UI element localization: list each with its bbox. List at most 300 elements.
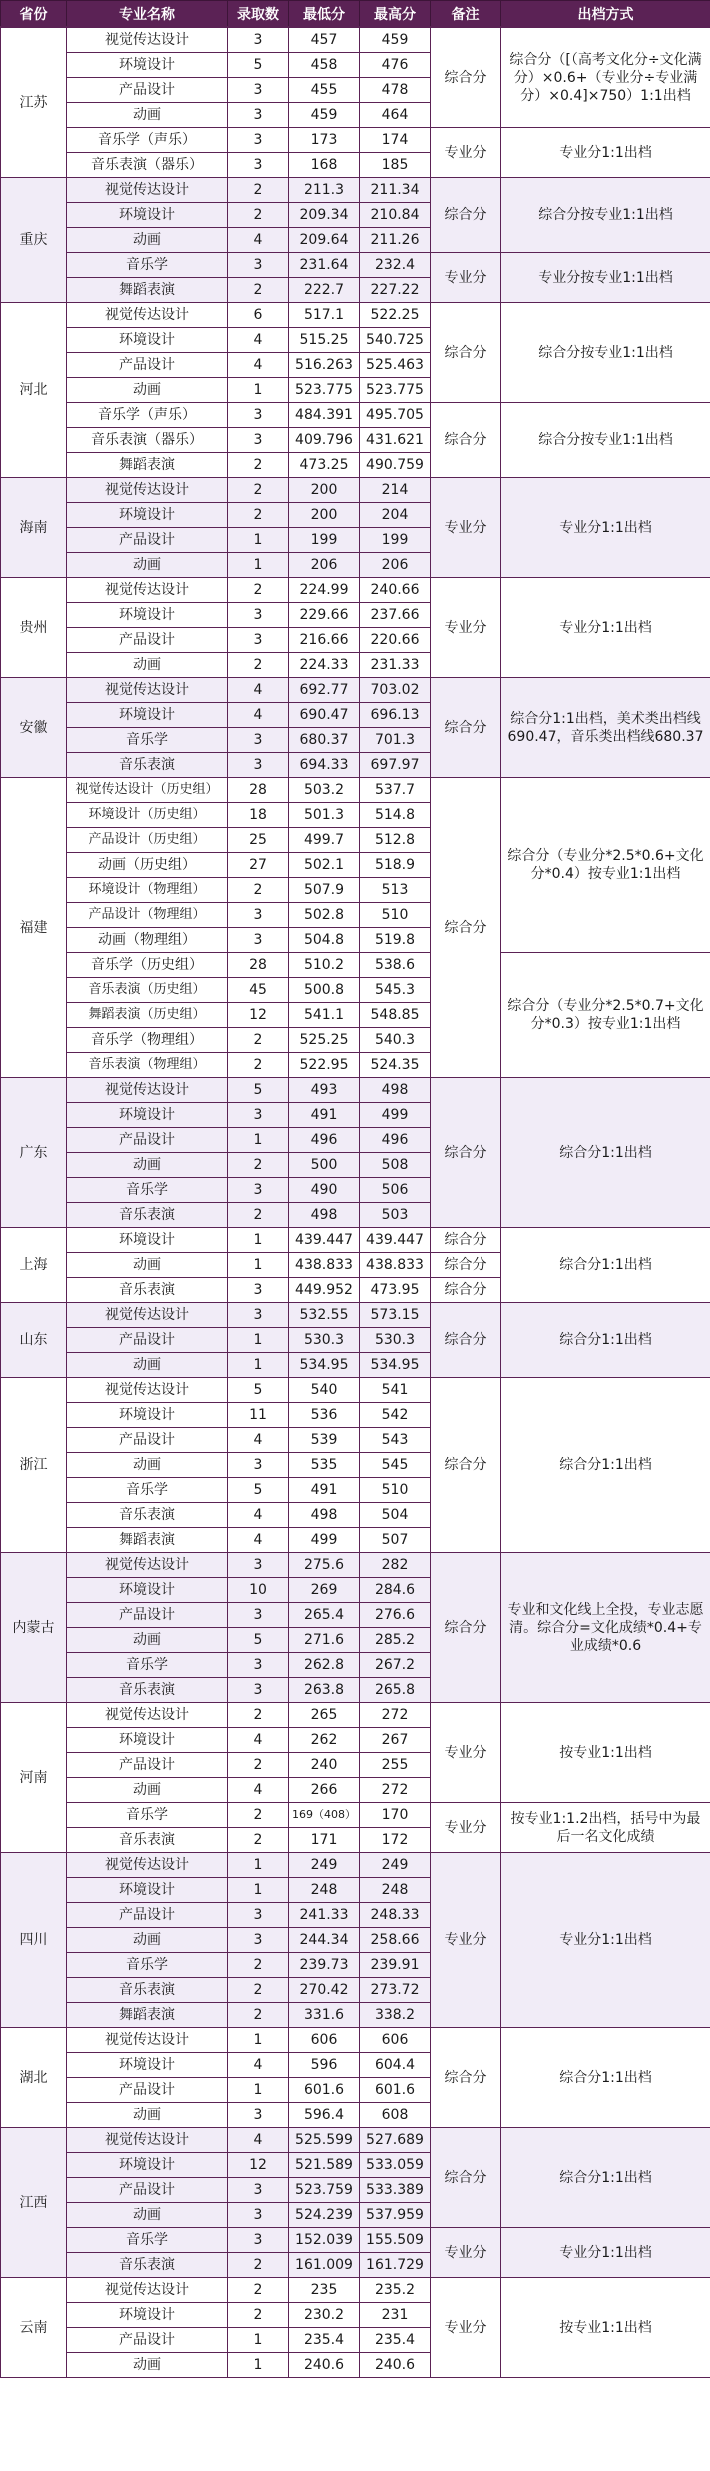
header-admitted-count: 录取数 [228, 1, 289, 28]
max-score-cell: 237.66 [360, 603, 431, 628]
major-cell: 环境设计 [67, 1103, 228, 1128]
max-score-cell: 231 [360, 2303, 431, 2328]
method-cell: 综合分（专业分*2.5*0.6+文化分*0.4）按专业1:1出档 [501, 778, 710, 953]
admitted-count-cell: 5 [228, 1478, 289, 1503]
max-score-cell: 506 [360, 1178, 431, 1203]
min-score-cell: 502.1 [289, 853, 360, 878]
note-cell: 专业分 [431, 2228, 501, 2278]
note-cell: 综合分 [431, 1253, 501, 1278]
major-cell: 视觉传达设计 [67, 2028, 228, 2053]
province-cell: 江苏 [1, 27, 67, 178]
table-row [1, 2278, 710, 2303]
header-major: 专业名称 [67, 1, 228, 28]
method-cell: 专业分按专业1:1出档 [501, 253, 710, 303]
min-score-cell: 535 [289, 1453, 360, 1478]
max-score-cell: 522.25 [360, 303, 431, 328]
max-score-cell: 239.91 [360, 1953, 431, 1978]
min-score-cell: 503.2 [289, 778, 360, 803]
method-cell: 综合分1:1出档 [501, 2028, 710, 2128]
table-row [1, 303, 710, 328]
major-cell: 动画 [67, 2103, 228, 2128]
major-cell: 产品设计 [67, 1753, 228, 1778]
major-cell: 音乐学 [67, 1953, 228, 1978]
max-score-cell: 438.833 [360, 1253, 431, 1278]
max-score-cell: 545.3 [360, 978, 431, 1003]
max-score-cell: 508 [360, 1153, 431, 1178]
province-cell: 福建 [1, 778, 67, 1078]
major-cell: 产品设计 [67, 1128, 228, 1153]
min-score-cell: 501.3 [289, 803, 360, 828]
min-score-cell: 455 [289, 78, 360, 103]
note-cell: 综合分 [431, 1278, 501, 1303]
min-score-cell: 500.8 [289, 978, 360, 1003]
major-cell: 产品设计 [67, 1428, 228, 1453]
major-cell: 产品设计 [67, 1903, 228, 1928]
max-score-cell: 604.4 [360, 2053, 431, 2078]
province-cell: 四川 [1, 1853, 67, 2028]
min-score-cell: 498 [289, 1203, 360, 1228]
major-cell: 视觉传达设计 [67, 1303, 228, 1328]
major-cell: 环境设计 [67, 1403, 228, 1428]
major-cell: 视觉传达设计 [67, 678, 228, 703]
max-score-cell: 538.6 [360, 953, 431, 978]
admitted-count-cell: 5 [228, 53, 289, 78]
major-cell: 产品设计 [67, 1603, 228, 1628]
major-cell: 产品设计 [67, 2078, 228, 2103]
max-score-cell: 514.8 [360, 803, 431, 828]
max-score-cell: 543 [360, 1428, 431, 1453]
admitted-count-cell: 2 [228, 1828, 289, 1853]
note-cell: 综合分 [431, 1303, 501, 1378]
min-score-cell: 270.42 [289, 1978, 360, 2003]
min-score-cell: 262 [289, 1728, 360, 1753]
max-score-cell: 533.059 [360, 2153, 431, 2178]
admitted-count-cell: 3 [228, 253, 289, 278]
min-score-cell: 493 [289, 1078, 360, 1103]
admitted-count-cell: 25 [228, 828, 289, 853]
table-row [1, 578, 710, 603]
max-score-cell: 504 [360, 1503, 431, 1528]
major-cell: 音乐表演 [67, 2253, 228, 2278]
max-score-cell: 473.95 [360, 1278, 431, 1303]
province-cell: 内蒙古 [1, 1553, 67, 1703]
major-cell: 环境设计 [67, 1878, 228, 1903]
max-score-cell: 507 [360, 1528, 431, 1553]
admitted-count-cell: 4 [228, 228, 289, 253]
method-cell: 综合分1:1出档 [501, 2128, 710, 2228]
min-score-cell: 269 [289, 1578, 360, 1603]
major-cell: 环境设计 [67, 2303, 228, 2328]
max-score-cell: 227.22 [360, 278, 431, 303]
major-cell: 视觉传达设计 [67, 1078, 228, 1103]
method-cell: 综合分1:1出档 [501, 1378, 710, 1553]
admitted-count-cell: 3 [228, 2203, 289, 2228]
major-cell: 环境设计 [67, 503, 228, 528]
admitted-count-cell: 3 [228, 1928, 289, 1953]
major-cell: 视觉传达设计 [67, 478, 228, 503]
max-score-cell: 248 [360, 1878, 431, 1903]
min-score-cell: 534.95 [289, 1353, 360, 1378]
min-score-cell: 692.77 [289, 678, 360, 703]
min-score-cell: 530.3 [289, 1328, 360, 1353]
max-score-cell: 235.4 [360, 2328, 431, 2353]
major-cell: 音乐学 [67, 1178, 228, 1203]
min-score-cell: 523.759 [289, 2178, 360, 2203]
min-score-cell: 275.6 [289, 1553, 360, 1578]
major-cell: 动画 [67, 653, 228, 678]
admitted-count-cell: 3 [228, 1103, 289, 1128]
province-cell: 上海 [1, 1228, 67, 1303]
max-score-cell: 267.2 [360, 1653, 431, 1678]
table-row [1, 2228, 710, 2253]
admitted-count-cell: 18 [228, 803, 289, 828]
major-cell: 动画（历史组） [67, 853, 228, 878]
max-score-cell: 533.389 [360, 2178, 431, 2203]
min-score-cell: 457 [289, 27, 360, 53]
method-cell: 综合分（[（高考文化分÷文化满分）×0.6+（专业分÷专业满分）×0.4]×750）1:1出档 [501, 27, 710, 128]
admitted-count-cell: 2 [228, 1978, 289, 2003]
admitted-count-cell: 3 [228, 1303, 289, 1328]
province-cell: 湖北 [1, 2028, 67, 2128]
major-cell: 动画 [67, 1928, 228, 1953]
max-score-cell: 510 [360, 1478, 431, 1503]
admitted-count-cell: 12 [228, 1003, 289, 1028]
method-cell: 综合分按专业1:1出档 [501, 403, 710, 478]
province-cell: 河北 [1, 303, 67, 478]
major-cell: 动画 [67, 2203, 228, 2228]
major-cell: 视觉传达设计 [67, 303, 228, 328]
max-score-cell: 248.33 [360, 1903, 431, 1928]
max-score-cell: 478 [360, 78, 431, 103]
admitted-count-cell: 3 [228, 78, 289, 103]
admitted-count-cell: 4 [228, 328, 289, 353]
table-row [1, 1853, 710, 1878]
admitted-count-cell: 4 [228, 1503, 289, 1528]
admitted-count-cell: 2 [228, 203, 289, 228]
min-score-cell: 206 [289, 553, 360, 578]
note-cell: 专业分 [431, 128, 501, 178]
admitted-count-cell: 3 [228, 1603, 289, 1628]
min-score-cell: 532.55 [289, 1303, 360, 1328]
major-cell: 产品设计 [67, 628, 228, 653]
min-score-cell: 524.239 [289, 2203, 360, 2228]
max-score-cell: 503 [360, 1203, 431, 1228]
min-score-cell: 266 [289, 1778, 360, 1803]
method-cell: 综合分1:1出档 [501, 1228, 710, 1303]
major-cell: 动画 [67, 103, 228, 128]
major-cell: 动画（物理组） [67, 928, 228, 953]
max-score-cell: 476 [360, 53, 431, 78]
min-score-cell: 517.1 [289, 303, 360, 328]
min-score-cell: 235.4 [289, 2328, 360, 2353]
method-cell: 专业分1:1出档 [501, 128, 710, 178]
header-max-score: 最高分 [360, 1, 431, 28]
major-cell: 环境设计 [67, 603, 228, 628]
admitted-count-cell: 2 [228, 1053, 289, 1078]
max-score-cell: 210.84 [360, 203, 431, 228]
method-cell: 专业分1:1出档 [501, 478, 710, 578]
min-score-cell: 409.796 [289, 428, 360, 453]
major-cell: 音乐表演（历史组） [67, 978, 228, 1003]
max-score-cell: 232.4 [360, 253, 431, 278]
admitted-count-cell: 2 [228, 478, 289, 503]
table-row [1, 778, 710, 803]
max-score-cell: 540.3 [360, 1028, 431, 1053]
min-score-cell: 473.25 [289, 453, 360, 478]
min-score-cell: 248 [289, 1878, 360, 1903]
min-score-cell: 241.33 [289, 1903, 360, 1928]
admitted-count-cell: 2 [228, 2253, 289, 2278]
min-score-cell: 262.8 [289, 1653, 360, 1678]
admitted-count-cell: 1 [228, 1353, 289, 1378]
max-score-cell: 282 [360, 1553, 431, 1578]
table-row [1, 128, 710, 153]
admitted-count-cell: 12 [228, 2153, 289, 2178]
table-row [1, 678, 710, 703]
major-cell: 环境设计 [67, 328, 228, 353]
note-cell: 专业分 [431, 1703, 501, 1803]
admitted-count-cell: 2 [228, 2278, 289, 2303]
max-score-cell: 220.66 [360, 628, 431, 653]
major-cell: 视觉传达设计 [67, 2128, 228, 2153]
admitted-count-cell: 3 [228, 1453, 289, 1478]
max-score-cell: 211.34 [360, 178, 431, 203]
major-cell: 舞蹈表演 [67, 278, 228, 303]
min-score-cell: 596 [289, 2053, 360, 2078]
major-cell: 动画 [67, 1253, 228, 1278]
max-score-cell: 703.02 [360, 678, 431, 703]
max-score-cell: 265.8 [360, 1678, 431, 1703]
admitted-count-cell: 3 [228, 1653, 289, 1678]
min-score-cell: 499 [289, 1528, 360, 1553]
min-score-cell: 596.4 [289, 2103, 360, 2128]
major-cell: 音乐学 [67, 1803, 228, 1828]
admitted-count-cell: 2 [228, 178, 289, 203]
admitted-count-cell: 4 [228, 353, 289, 378]
table-row [1, 1228, 710, 1253]
admitted-count-cell: 1 [228, 2028, 289, 2053]
min-score-cell: 540 [289, 1378, 360, 1403]
min-score-cell: 496 [289, 1128, 360, 1153]
major-cell: 舞蹈表演 [67, 453, 228, 478]
min-score-cell: 491 [289, 1478, 360, 1503]
admitted-count-cell: 1 [228, 1128, 289, 1153]
max-score-cell: 542 [360, 1403, 431, 1428]
max-score-cell: 155.509 [360, 2228, 431, 2253]
admitted-count-cell: 2 [228, 278, 289, 303]
min-score-cell: 231.64 [289, 253, 360, 278]
min-score-cell: 539 [289, 1428, 360, 1453]
method-cell: 按专业1:1出档 [501, 1703, 710, 1803]
admitted-count-cell: 3 [228, 153, 289, 178]
min-score-cell: 439.447 [289, 1228, 360, 1253]
max-score-cell: 608 [360, 2103, 431, 2128]
table-row [1, 1378, 710, 1403]
major-cell: 舞蹈表演 [67, 2003, 228, 2028]
note-cell: 专业分 [431, 478, 501, 578]
method-cell: 综合分1:1出档，美术类出档线690.47，音乐类出档线680.37 [501, 678, 710, 778]
table-row [1, 2028, 710, 2053]
min-score-cell: 606 [289, 2028, 360, 2053]
method-cell: 专业分1:1出档 [501, 1853, 710, 2028]
major-cell: 音乐学（历史组） [67, 953, 228, 978]
method-cell: 综合分按专业1:1出档 [501, 303, 710, 403]
admitted-count-cell: 4 [228, 1778, 289, 1803]
admitted-count-cell: 2 [228, 2303, 289, 2328]
admitted-count-cell: 2 [228, 1753, 289, 1778]
note-cell: 专业分 [431, 1853, 501, 2028]
min-score-cell: 239.73 [289, 1953, 360, 1978]
major-cell: 环境设计 [67, 1728, 228, 1753]
note-cell: 综合分 [431, 178, 501, 253]
method-cell: 专业和文化线上全投，专业志愿清。综合分=文化成绩*0.4+专业成绩*0.6 [501, 1553, 710, 1703]
admitted-count-cell: 1 [228, 1853, 289, 1878]
max-score-cell: 573.15 [360, 1303, 431, 1328]
min-score-cell: 507.9 [289, 878, 360, 903]
major-cell: 音乐表演（物理组） [67, 1053, 228, 1078]
major-cell: 音乐学（声乐） [67, 403, 228, 428]
method-cell: 专业分1:1出档 [501, 2228, 710, 2278]
max-score-cell: 701.3 [360, 728, 431, 753]
min-score-cell: 209.64 [289, 228, 360, 253]
min-score-cell: 502.8 [289, 903, 360, 928]
min-score-cell: 263.8 [289, 1678, 360, 1703]
min-score-cell: 491 [289, 1103, 360, 1128]
max-score-cell: 537.7 [360, 778, 431, 803]
major-cell: 动画 [67, 1778, 228, 1803]
admitted-count-cell: 28 [228, 953, 289, 978]
min-score-cell: 152.039 [289, 2228, 360, 2253]
max-score-cell: 527.689 [360, 2128, 431, 2153]
method-cell: 综合分（专业分*2.5*0.7+文化分*0.3）按专业1:1出档 [501, 953, 710, 1078]
admitted-count-cell: 3 [228, 928, 289, 953]
admitted-count-cell: 3 [228, 903, 289, 928]
header-row [1, 1, 710, 28]
max-score-cell: 510 [360, 903, 431, 928]
major-cell: 环境设计 [67, 1578, 228, 1603]
max-score-cell: 548.85 [360, 1003, 431, 1028]
note-cell: 专业分 [431, 1803, 501, 1853]
admitted-count-cell: 1 [228, 1878, 289, 1903]
admitted-count-cell: 2 [228, 1153, 289, 1178]
min-score-cell: 168 [289, 153, 360, 178]
note-cell: 综合分 [431, 2028, 501, 2128]
max-score-cell: 459 [360, 27, 431, 53]
admitted-count-cell: 3 [228, 403, 289, 428]
max-score-cell: 214 [360, 478, 431, 503]
note-cell: 专业分 [431, 2278, 501, 2378]
method-cell: 综合分1:1出档 [501, 1078, 710, 1228]
max-score-cell: 519.8 [360, 928, 431, 953]
admitted-count-cell: 2 [228, 1803, 289, 1828]
table-body [1, 27, 710, 2378]
admitted-count-cell: 1 [228, 1253, 289, 1278]
admitted-count-cell: 27 [228, 853, 289, 878]
max-score-cell: 464 [360, 103, 431, 128]
min-score-cell: 516.263 [289, 353, 360, 378]
min-score-cell: 200 [289, 478, 360, 503]
admitted-count-cell: 3 [228, 1678, 289, 1703]
admitted-count-cell: 4 [228, 703, 289, 728]
max-score-cell: 490.759 [360, 453, 431, 478]
min-score-cell: 515.25 [289, 328, 360, 353]
admitted-count-cell: 4 [228, 1728, 289, 1753]
min-score-cell: 522.95 [289, 1053, 360, 1078]
min-score-cell: 240 [289, 1753, 360, 1778]
min-score-cell: 211.3 [289, 178, 360, 203]
admitted-count-cell: 3 [228, 103, 289, 128]
min-score-cell: 521.589 [289, 2153, 360, 2178]
table-row [1, 1703, 710, 1728]
max-score-cell: 537.959 [360, 2203, 431, 2228]
max-score-cell: 249 [360, 1853, 431, 1878]
max-score-cell: 606 [360, 2028, 431, 2053]
major-cell: 产品设计（历史组） [67, 828, 228, 853]
max-score-cell: 235.2 [360, 2278, 431, 2303]
max-score-cell: 523.775 [360, 378, 431, 403]
major-cell: 视觉传达设计 [67, 1378, 228, 1403]
table-row [1, 1803, 710, 1828]
max-score-cell: 240.6 [360, 2353, 431, 2378]
major-cell: 产品设计 [67, 528, 228, 553]
max-score-cell: 172 [360, 1828, 431, 1853]
min-score-cell: 499.7 [289, 828, 360, 853]
major-cell: 环境设计 [67, 203, 228, 228]
max-score-cell: 240.66 [360, 578, 431, 603]
min-score-cell: 240.6 [289, 2353, 360, 2378]
province-cell: 河南 [1, 1703, 67, 1853]
min-score-cell: 438.833 [289, 1253, 360, 1278]
province-cell: 贵州 [1, 578, 67, 678]
table-row [1, 403, 710, 428]
max-score-cell: 495.705 [360, 403, 431, 428]
admitted-count-cell: 3 [228, 753, 289, 778]
major-cell: 环境设计（历史组） [67, 803, 228, 828]
header-min-score: 最低分 [289, 1, 360, 28]
admitted-count-cell: 3 [228, 628, 289, 653]
max-score-cell: 267 [360, 1728, 431, 1753]
max-score-cell: 272 [360, 1703, 431, 1728]
major-cell: 音乐表演 [67, 1203, 228, 1228]
major-cell: 视觉传达设计 [67, 2278, 228, 2303]
table-row [1, 178, 710, 203]
min-score-cell: 694.33 [289, 753, 360, 778]
admitted-count-cell: 3 [228, 2178, 289, 2203]
major-cell: 视觉传达设计 [67, 1853, 228, 1878]
min-score-cell: 601.6 [289, 2078, 360, 2103]
max-score-cell: 496 [360, 1128, 431, 1153]
major-cell: 动画 [67, 1353, 228, 1378]
major-cell: 环境设计 [67, 53, 228, 78]
major-cell: 视觉传达设计 [67, 578, 228, 603]
table-row [1, 953, 710, 978]
min-score-cell: 209.34 [289, 203, 360, 228]
min-score-cell: 216.66 [289, 628, 360, 653]
min-score-cell: 510.2 [289, 953, 360, 978]
admitted-count-cell: 3 [228, 1903, 289, 1928]
min-score-cell: 171 [289, 1828, 360, 1853]
admitted-count-cell: 2 [228, 1703, 289, 1728]
admitted-count-cell: 1 [228, 2353, 289, 2378]
province-cell: 广东 [1, 1078, 67, 1228]
min-score-cell: 498 [289, 1503, 360, 1528]
major-cell: 环境设计 [67, 703, 228, 728]
admitted-count-cell: 3 [228, 428, 289, 453]
note-cell: 专业分 [431, 253, 501, 303]
major-cell: 产品设计 [67, 2328, 228, 2353]
admitted-count-cell: 2 [228, 2003, 289, 2028]
min-score-cell: 523.775 [289, 378, 360, 403]
